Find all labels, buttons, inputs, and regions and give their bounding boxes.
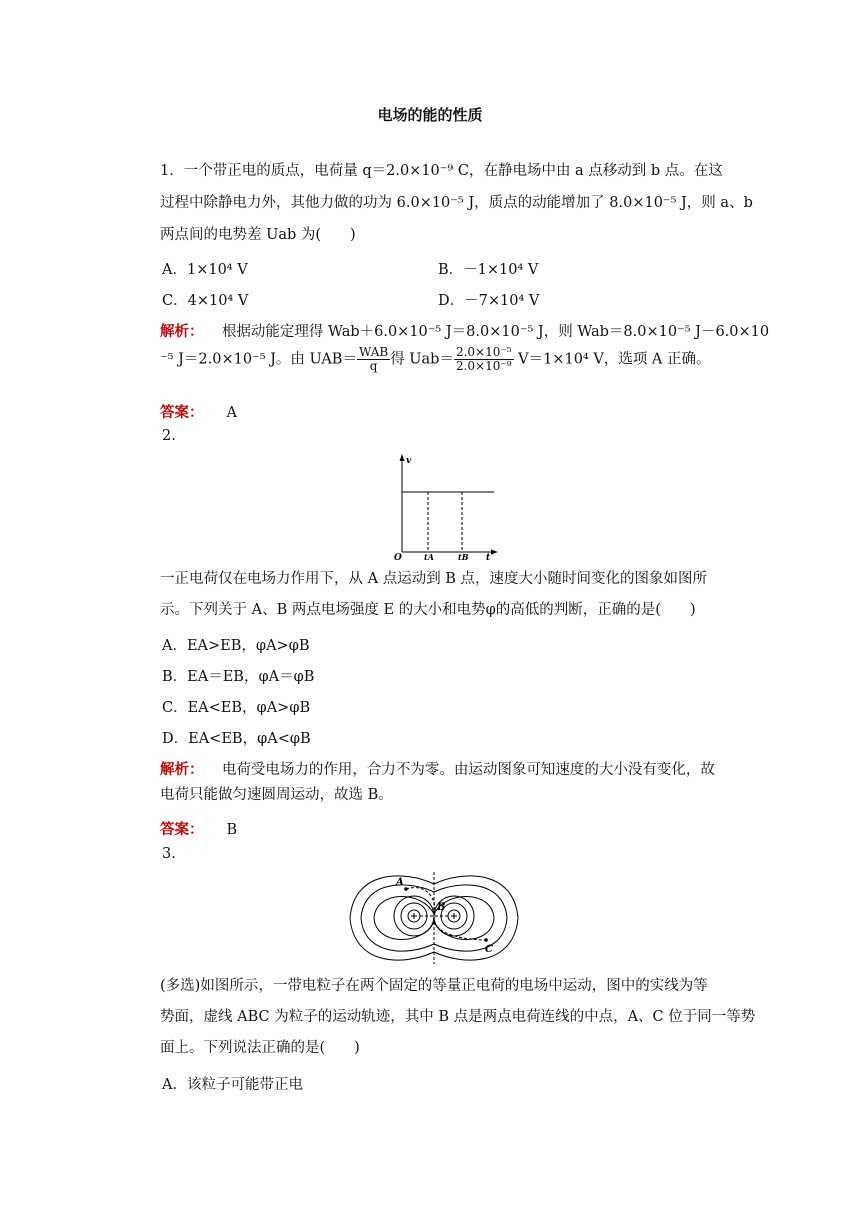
graph-origin-label: O bbox=[394, 553, 402, 562]
q1-stem-line1: 1．一个带正电的质点，电荷量 q＝2.0×10⁻⁹ C，在静电场中由 a 点移动到 b 点。在这 bbox=[160, 163, 723, 179]
q2-option-d: D．EA<EB，φA<φB bbox=[162, 731, 311, 747]
q3-stem-line2: 势面，虚线 ABC 为粒子的运动轨迹，其中 B 点是两点电荷连线的中点，A、C 位于同一等势 bbox=[160, 1009, 756, 1025]
q3-stem-line1: (多选)如图所示，一带电粒子在两个固定的等量正电荷的电场中运动，图中的实线为等 bbox=[160, 978, 708, 994]
q1-option-d: D．－7×10⁴ V bbox=[438, 293, 540, 309]
q1-option-c: C．4×10⁴ V bbox=[162, 293, 249, 309]
graph-tb-label: tB bbox=[458, 552, 469, 562]
q2-answer-label: 答案： bbox=[160, 821, 204, 838]
q2-stem-line2: 示。下列关于 A、B 两点电场强度 E 的大小和电势φ的高低的判断，正确的是( ) bbox=[160, 602, 696, 618]
graph-t-label: t bbox=[486, 553, 491, 562]
q2-option-b: B．EA＝EB，φA＝φB bbox=[162, 669, 315, 685]
q1-fraction-value bbox=[454, 346, 514, 373]
page-title: 电场的能的性质 bbox=[377, 106, 483, 124]
q2-answer-value: B bbox=[226, 822, 238, 838]
q1-analysis-text2a: ⁻⁵ J＝2.0×10⁻⁵ J。由 UAB＝ bbox=[160, 351, 357, 368]
q1-analysis-text2b: 得 Uab＝ bbox=[390, 351, 454, 368]
q1-option-a: A．1×10⁴ V bbox=[162, 262, 248, 278]
q3-number: 3. bbox=[162, 846, 176, 862]
q1-fraction-uab bbox=[357, 346, 390, 373]
q1-stem-line2: 过程中除静电力外，其他力做的功为 6.0×10⁻⁵ J，质点的动能增加了 8.0×10⁻⁵ J，则 a、b bbox=[160, 195, 753, 211]
q3-option-a: A．该粒子可能带正电 bbox=[162, 1077, 303, 1093]
q1-analysis-text2c: V＝1×10⁴ V，选项 A 正确。 bbox=[518, 351, 711, 368]
q1-answer-value: A bbox=[226, 405, 238, 421]
q1-answer bbox=[160, 401, 237, 422]
q1-answer-label: 答案： bbox=[160, 404, 204, 421]
q2-analysis-line2: 电荷只能做匀速圆周运动，故选 B。 bbox=[160, 787, 393, 803]
q2-answer bbox=[160, 818, 237, 839]
q1-option-b: B．－1×10⁴ V bbox=[438, 262, 539, 278]
q1-frac1-denominator: q bbox=[369, 359, 378, 373]
q1-frac1-numerator: WAB bbox=[358, 345, 389, 359]
velocity-time-graph bbox=[388, 452, 500, 562]
diagram-b-label: B bbox=[437, 902, 446, 913]
q2-analysis-text1: 电荷受电场力的作用，合力不为零。由运动图象可知速度的大小没有变化，故 bbox=[221, 762, 715, 778]
q1-analysis-line2 bbox=[160, 346, 711, 373]
q1-analysis-text1: 根据动能定理得 Wab＋6.0×10⁻⁵ J＝8.0×10⁻⁵ J，则 Wab＝8.0×10⁻⁵ J－6.0×10 bbox=[221, 324, 770, 340]
q2-stem-line1: 一正电荷仅在电场力作用下，从 A 点运动到 B 点，速度大小随时间变化的图象如图所 bbox=[160, 571, 708, 587]
q2-option-c: C．EA<EB，φA>φB bbox=[162, 700, 311, 716]
q1-frac2-denominator: 2.0×10⁻⁹ bbox=[455, 359, 512, 373]
graph-ta-label: tA bbox=[424, 552, 434, 562]
q2-option-a: A．EA>EB，φA>φB bbox=[162, 638, 310, 654]
q2-analysis-line1 bbox=[160, 758, 715, 779]
graph-v-label: v bbox=[406, 456, 412, 466]
q2-analysis-label: 解析： bbox=[160, 761, 204, 778]
equipotential-diagram bbox=[344, 868, 524, 968]
q1-frac2-numerator: 2.0×10⁻⁵ bbox=[455, 345, 512, 359]
diagram-a-label: A bbox=[396, 877, 404, 888]
diagram-c-label: C bbox=[485, 944, 493, 955]
q1-analysis-line1 bbox=[160, 320, 769, 341]
q2-number: 2. bbox=[162, 428, 176, 444]
q1-analysis-label: 解析： bbox=[160, 323, 204, 340]
q1-stem-line3: 两点间的电势差 Uab 为( ) bbox=[160, 227, 356, 243]
q3-stem-line3: 面上。下列说法正确的是( ) bbox=[160, 1040, 360, 1056]
